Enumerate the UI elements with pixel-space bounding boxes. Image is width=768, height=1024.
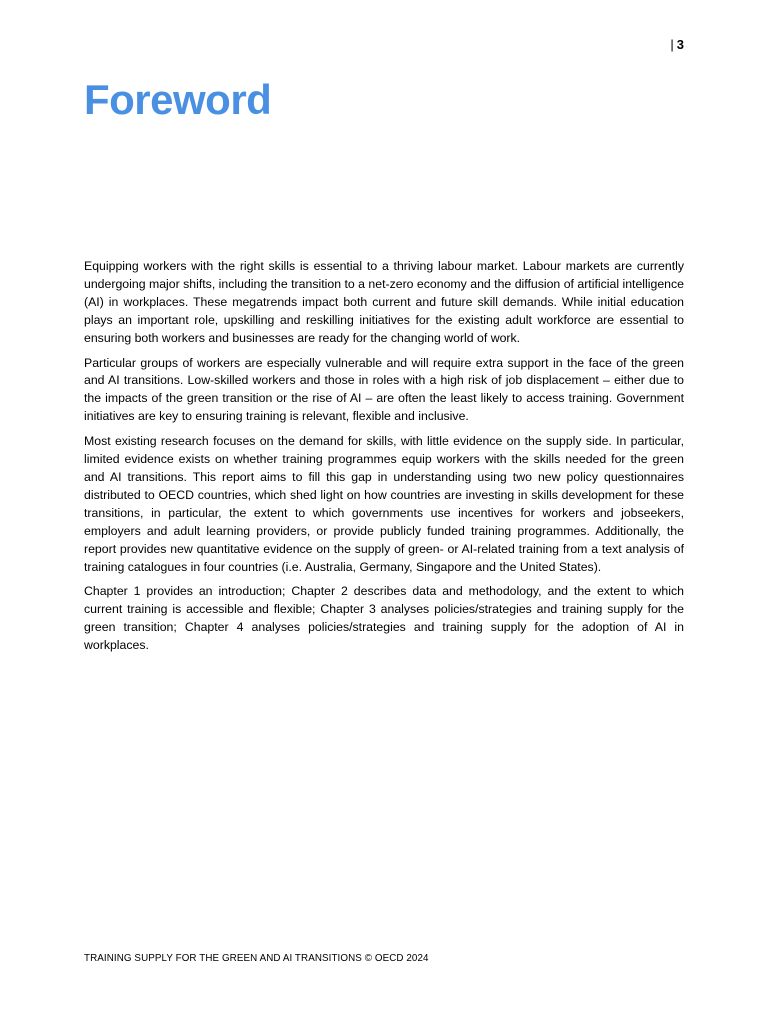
paragraph-1: Equipping workers with the right skills is essential to a thriving labour market. Labour markets are currently undergoing major shifts, including the transition to a net-zero economy and the diffusion of artificial intelligence (AI) in workplaces. These megatrends impact both current and future skill demands. While initial education plays an important role, upskilling and reskilling initiatives for the existing adult workforce are essential to ensuring both workers and businesses are ready for the changing world of work. <box>84 259 684 345</box>
page-title: Foreword <box>84 76 272 123</box>
page-number-value: 3 <box>676 37 684 52</box>
paragraph-4: Chapter 1 provides an introduction; Chapter 2 describes data and methodology, and the extent to which current training is accessible and flexible; Chapter 3 analyses policies/strategies and training supply for the green transition; Chapter 4 analyses policies/strategies and training supply for the adoption of AI in workplaces. <box>84 584 684 653</box>
foreword-body <box>84 258 684 662</box>
page-footer: TRAINING SUPPLY FOR THE GREEN AND AI TRANSITIONS © OECD 2024 <box>84 953 429 964</box>
page-number-separator: | <box>670 37 674 52</box>
page-number <box>670 37 684 53</box>
paragraph-3: Most existing research focuses on the demand for skills, with little evidence on the supply side. In particular, limited evidence exists on whether training programmes equip workers with the skills needed for the green and AI transitions. This report aims to fill this gap in understanding using two new policy questionnaires distributed to OECD countries, which shed light on how countries are investing in skills development for these transitions, in particular, the extent to which governments use incentives for workers and jobseekers, employers and adult learning providers, or provide publicly funded training programmes. Additionally, the report provides new quantitative evidence on the supply of green- or AI-related training from a text analysis of training catalogues in four countries (i.e. Australia, Germany, Singapore and the United States). <box>84 434 684 574</box>
paragraph-2: Particular groups of workers are especially vulnerable and will require extra support in the face of the green and AI transitions. Low-skilled workers and those in roles with a high risk of job displacement – either due to the impacts of the green transition or the rise of AI – are often the least likely to access training. Government initiatives are key to ensuring training is relevant, flexible and inclusive. <box>84 355 684 424</box>
